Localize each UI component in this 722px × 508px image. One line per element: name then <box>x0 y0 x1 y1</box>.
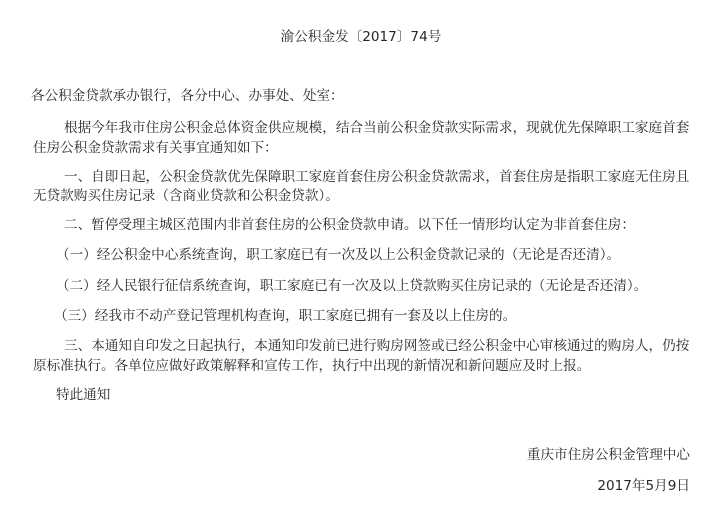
intro-line-1: 根据今年我市住房公积金总体资金供应规模，结合当前公积金贷款实际需求，现就优先保障职工家庭首套 <box>64 120 690 136</box>
item-1-line-1: 一、自即日起，公积金贷款优先保障职工家庭首套住房公积金贷款需求，首套住房是指职工家庭无住房且 <box>64 169 690 185</box>
item-1-line-2: 无贷款购买住房记录（含商业贷款和公积金贷款）。 <box>33 188 339 204</box>
sub-item-1: （一）经公积金中心系统查询，职工家庭已有一次及以上公积金贷款记录的（无论是否还清）。 <box>56 247 621 263</box>
closing-text: 特此通知 <box>56 387 111 403</box>
issuer-name: 重庆市住房公积金管理中心 <box>526 447 690 463</box>
item-3-line-1: 三、本通知自印发之日起执行，本通知印发前已进行购房网签或已经公积金中心审核通过的购房人，仍按 <box>64 338 690 354</box>
intro-line-2: 住房公积金贷款需求有关事宜通知如下： <box>33 140 278 156</box>
sub-item-2: （二）经人民银行征信系统查询，职工家庭已有一次及以上贷款购买住房记录的（无论是否还清）。 <box>56 278 648 294</box>
sub-item-3: （三）经我市不动产登记管理机构查询，职工家庭已拥有一套及以上住房的。 <box>54 308 517 324</box>
item-2-paragraph: 二、暂停受理主城区范围内非首套住房的公积金贷款申请。以下任一情形均认定为非首套住房： <box>64 217 635 233</box>
addressee-line: 各公积金贷款承办银行，各分中心、办事处、处室： <box>31 88 344 104</box>
issue-date: 2017年5月9日 <box>597 478 690 494</box>
item-3-line-2: 原标准执行。各单位应做好政策解释和宣传工作，执行中出现的新情况和新问题应及时上报。 <box>33 358 591 374</box>
document-number: 渝公积金发〔2017〕74号 <box>280 29 442 45</box>
